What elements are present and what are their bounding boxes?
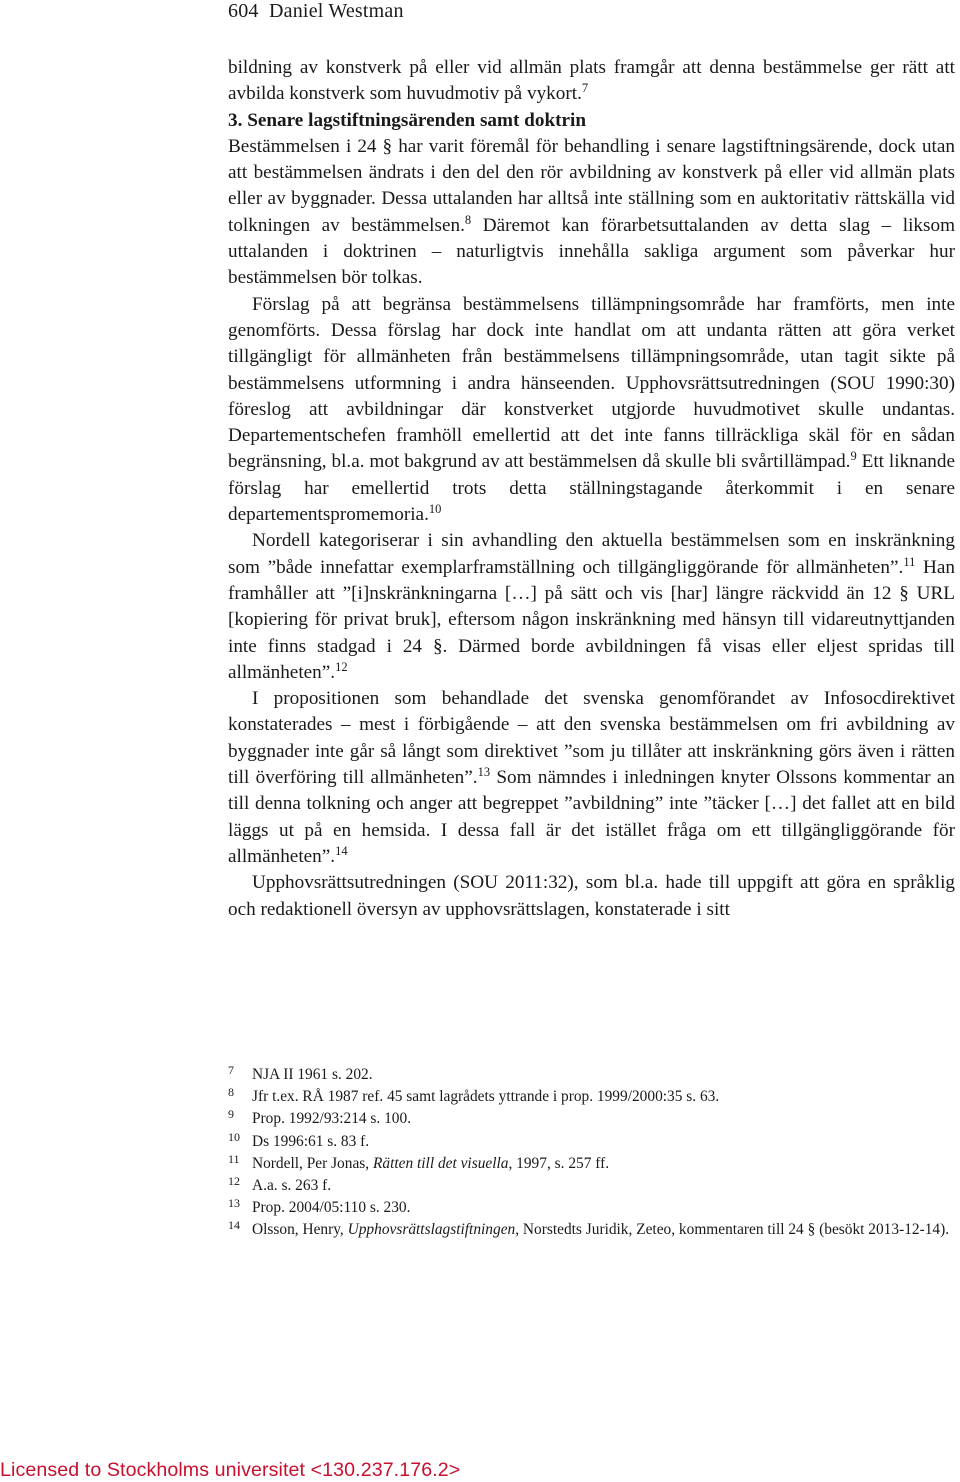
footnote-ref[interactable]: 10 [428, 502, 442, 517]
footnote-text: Ds 1996:61 s. 83 f. [252, 1132, 370, 1150]
footnote-number: 7 [228, 1063, 234, 1077]
footnote-number: 10 [228, 1129, 240, 1144]
license-watermark: Licensed to Stockholms universitet <130.237.176.2> [0, 1459, 461, 1481]
footnote-number: 14 [228, 1218, 240, 1233]
paragraph: Förslag på att begränsa bestämmelsens tillämpningsområde har framförts, men inte genomförts. Dessa förslag har dock inte handlat om att undanta rätten att göra verket tillgängligt för allmänheten från bestämmelsens tillämpningsområde, utan tagit sikte på bestämmelsens utformning i andra hänseenden. Upphovsrättsutredningen (SOU 1990:30) föreslog att avbildningar där konstverket utgjorde huvudmotivet skulle undantas. Departementschefen framhöll emellertid att det inte fanns tillräckliga skäl för en sådan begränsning, bl.a. mot bakgrund av att bestämmelsen då skulle bli svårtillämpad.$^9$ Ett liknande förslag har emellertid trots detta ställningstagande återkommit i en senare departementspromemoria.$^{10}$ [228, 293, 955, 526]
footnote-ref[interactable]: 11 [903, 554, 916, 569]
footnote-ref[interactable]: 12 [335, 659, 348, 674]
footnote-number: 12 [228, 1174, 240, 1189]
footnote-ref[interactable]: 8 [464, 212, 472, 227]
footnote [228, 1175, 955, 1197]
footnote-text: NJA II 1961 s. 202. [252, 1066, 373, 1083]
running-header [228, 0, 404, 22]
paragraph: Bestämmelsen i 24 § har varit föremål för behandling i senare lagstiftningsärende, dock utan att bestämmelsen ändrats i den del den rör avbildning av konstverk på eller vid allmän plats eller av byggnader. Dessa uttalanden har alltså inte ställning som en auktoritativ rättskälla vid tolkningen av bestämmelsen.$^8$ Däremot kan förarbetsuttalanden av detta slag – liksom uttalanden i doktrinen – naturligtvis innehålla sakliga argument som påverkar hur bestämmelsen bör tolkas. [228, 135, 955, 289]
footnote-ref[interactable]: 13 [477, 765, 491, 780]
footnote-number: 9 [228, 1107, 234, 1122]
footnote-ref[interactable]: 14 [335, 844, 348, 859]
running-header-author: Daniel Westman [269, 0, 404, 22]
page-number: 604 [228, 0, 259, 22]
main-text [228, 55, 955, 923]
footnote-text: Nordell, Per Jonas, Rätten till det visuella, 1997, s. 257 ff. [252, 1154, 610, 1172]
paragraph: I propositionen som behandlade det svenska genomförandet av Infosocdirektivet konstaterades – mest i förbigående – att den svenska bestämmelsen om fri avbildning av byggnader inte går så långt som direktivet ”som ju tillåter att inskränkning görs även i rätten till överföring till allmänheten”.$^{13}$ Som nämndes i inledningen knyter Olssons kommentar an till denna tolkning och anger att begreppet ”avbildning” inte ”täcker […] det fallet att en bild läggs ut på en hemsida. I dessa fall är det istället fråga om ett tillgängliggörande för allmänheten”.$^{14}$ [228, 688, 955, 867]
footnote [228, 1108, 955, 1130]
footnote-text: Prop. 2004/05:110 s. 230. [252, 1199, 411, 1217]
footnotes [228, 1064, 955, 1242]
paragraph: Nordell kategoriserar i sin avhandling den aktuella bestämmelsen som en inskränkning som ”både innefattar exemplarframställning och tillgängliggörande för allmänheten”.$^{11}$ Han framhåller att ”[i]nskränkningarna […] på sätt och vis [har] längre räckvidd än 12 § URL [kopiering för privat bruk], eftersom någon inskränkning med hänsyn till vidareutnyttjanden inte finns stadgad i 24 §. Därmed borde avbildningen få visas eller eljest spridas till allmänheten”.$^{12}$ [228, 530, 955, 683]
footnote-text: A.a. s. 263 f. [252, 1177, 332, 1195]
footnote-ref[interactable]: 7 [581, 81, 589, 96]
footnote [228, 1131, 955, 1153]
paragraph: bildning av konstverk på eller vid allmän plats framgår att denna bestämmelse ger rätt att avbilda konstverk som huvudmotiv på vykort.$^7$ [228, 57, 955, 105]
paragraph: Upphovsrättsutredningen (SOU 2011:32), som bl.a. hade till uppgift att göra en språklig och redaktionell översyn av upphovsrättslagen, konstaterade i sitt [228, 872, 955, 920]
footnote-number: 11 [228, 1151, 240, 1166]
footnote-text: Olsson, Henry, Upphovsrättslagstiftningen, Norstedts Juridik, Zeteo, kommentaren till 24 § (besökt 2013-12-14). [252, 1221, 950, 1239]
footnote [228, 1219, 955, 1241]
footnote [228, 1086, 955, 1108]
footnote-text: Jfr t.ex. RÅ 1987 ref. 45 samt lagrådets yttrande i prop. 1999/2000:35 s. 63. [252, 1088, 720, 1106]
footnote [228, 1064, 955, 1086]
footnote-number: 13 [228, 1196, 240, 1211]
footnote-ref[interactable]: 9 [850, 449, 857, 464]
footnote-number: 8 [228, 1085, 234, 1100]
footnote-text: Prop. 1992/93:214 s. 100. [252, 1110, 412, 1128]
footnote [228, 1197, 955, 1219]
footnote [228, 1153, 955, 1175]
section-heading: 3. Senare lagstiftningsärenden samt doktrin [228, 109, 587, 131]
